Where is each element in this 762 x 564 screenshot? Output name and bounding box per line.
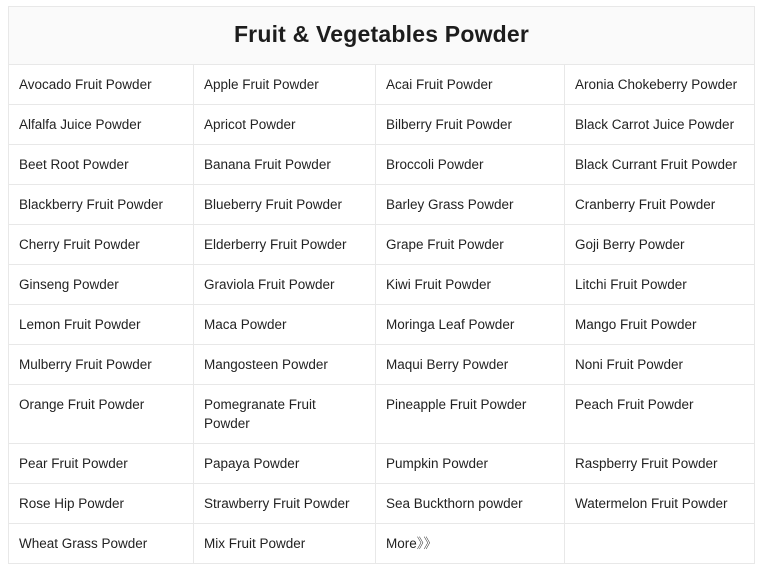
product-name: Mango Fruit Powder <box>575 317 697 332</box>
product-name: Papaya Powder <box>204 456 300 471</box>
more-link: More》》 <box>386 536 438 551</box>
product-cell[interactable] <box>565 185 755 225</box>
product-name: Sea Buckthorn powder <box>386 496 523 511</box>
product-cell[interactable] <box>376 305 565 345</box>
product-cell[interactable] <box>194 225 376 265</box>
product-cell[interactable] <box>9 265 194 305</box>
product-name: Apricot Powder <box>204 117 296 132</box>
product-cell[interactable] <box>9 185 194 225</box>
table-row <box>9 145 755 185</box>
product-name: Pear Fruit Powder <box>19 456 128 471</box>
empty-cell <box>565 524 755 564</box>
product-name: Watermelon Fruit Powder <box>575 496 728 511</box>
product-cell[interactable] <box>565 385 755 444</box>
more-cell[interactable] <box>376 524 565 564</box>
product-name: Peach Fruit Powder <box>575 397 694 412</box>
product-cell[interactable] <box>9 145 194 185</box>
product-cell[interactable] <box>376 265 565 305</box>
product-name: Maqui Berry Powder <box>386 357 509 372</box>
product-cell[interactable] <box>565 345 755 385</box>
product-cell[interactable] <box>9 385 194 444</box>
product-name: Beet Root Powder <box>19 157 129 172</box>
product-cell[interactable] <box>376 444 565 484</box>
product-cell[interactable] <box>194 524 376 564</box>
product-cell[interactable] <box>565 225 755 265</box>
product-name: Ginseng Powder <box>19 277 119 292</box>
product-name: Graviola Fruit Powder <box>204 277 335 292</box>
product-cell[interactable] <box>376 185 565 225</box>
table-row <box>9 105 755 145</box>
product-cell[interactable] <box>376 105 565 145</box>
product-name: Pineapple Fruit Powder <box>386 397 527 412</box>
table-row <box>9 265 755 305</box>
product-cell[interactable] <box>565 65 755 105</box>
product-cell[interactable] <box>194 444 376 484</box>
table-body <box>9 65 755 564</box>
fruit-vegetables-powder-table <box>8 6 755 564</box>
table-row <box>9 385 755 444</box>
product-cell[interactable] <box>376 145 565 185</box>
product-cell[interactable] <box>194 484 376 524</box>
product-name: Bilberry Fruit Powder <box>386 117 513 132</box>
product-name: Mulberry Fruit Powder <box>19 357 152 372</box>
product-cell[interactable] <box>194 345 376 385</box>
product-name: Strawberry Fruit Powder <box>204 496 350 511</box>
product-name: Maca Powder <box>204 317 287 332</box>
product-name: Cranberry Fruit Powder <box>575 197 716 212</box>
product-name: Banana Fruit Powder <box>204 157 331 172</box>
product-name: Mangosteen Powder <box>204 357 328 372</box>
product-cell[interactable] <box>565 444 755 484</box>
product-name: Avocado Fruit Powder <box>19 77 152 92</box>
table-title-row <box>9 7 755 65</box>
product-cell[interactable] <box>194 65 376 105</box>
product-cell[interactable] <box>194 385 376 444</box>
product-name: Moringa Leaf Powder <box>386 317 515 332</box>
product-cell[interactable] <box>565 145 755 185</box>
product-cell[interactable] <box>376 65 565 105</box>
product-cell[interactable] <box>9 105 194 145</box>
product-cell[interactable] <box>194 105 376 145</box>
product-cell[interactable] <box>565 305 755 345</box>
product-name: Cherry Fruit Powder <box>19 237 140 252</box>
product-name: Goji Berry Powder <box>575 237 685 252</box>
product-name: Apple Fruit Powder <box>204 77 319 92</box>
product-cell[interactable] <box>565 265 755 305</box>
product-cell[interactable] <box>565 484 755 524</box>
product-name: Pumpkin Powder <box>386 456 489 471</box>
product-name: Aronia Chokeberry Powder <box>575 77 738 92</box>
product-name: Mix Fruit Powder <box>204 536 306 551</box>
product-cell[interactable] <box>565 105 755 145</box>
product-name: Grape Fruit Powder <box>386 237 504 252</box>
product-cell[interactable] <box>9 524 194 564</box>
table-row <box>9 225 755 265</box>
product-cell[interactable] <box>376 484 565 524</box>
table-row <box>9 305 755 345</box>
product-cell[interactable] <box>9 484 194 524</box>
product-name: Lemon Fruit Powder <box>19 317 141 332</box>
product-name: Kiwi Fruit Powder <box>386 277 492 292</box>
table-row <box>9 444 755 484</box>
product-name: Rose Hip Powder <box>19 496 125 511</box>
product-name: Alfalfa Juice Powder <box>19 117 142 132</box>
product-cell[interactable] <box>9 305 194 345</box>
product-cell[interactable] <box>194 185 376 225</box>
product-cell[interactable] <box>9 225 194 265</box>
product-cell[interactable] <box>9 444 194 484</box>
table-row <box>9 65 755 105</box>
product-name: Orange Fruit Powder <box>19 397 145 412</box>
product-name: Barley Grass Powder <box>386 197 514 212</box>
table-row <box>9 524 755 564</box>
product-name: Broccoli Powder <box>386 157 484 172</box>
product-name: Raspberry Fruit Powder <box>575 456 718 471</box>
page-title: Fruit & Vegetables Powder <box>9 7 755 65</box>
product-cell[interactable] <box>376 225 565 265</box>
product-cell[interactable] <box>194 305 376 345</box>
product-name: Noni Fruit Powder <box>575 357 684 372</box>
product-name: Litchi Fruit Powder <box>575 277 687 292</box>
product-cell[interactable] <box>194 145 376 185</box>
product-cell[interactable] <box>9 345 194 385</box>
product-cell[interactable] <box>9 65 194 105</box>
product-name: Blueberry Fruit Powder <box>204 197 343 212</box>
table-row <box>9 185 755 225</box>
product-name: Elderberry Fruit Powder <box>204 237 347 252</box>
product-name: Pomegranate Fruit Powder <box>204 397 316 431</box>
product-name: Wheat Grass Powder <box>19 536 148 551</box>
product-name: Blackberry Fruit Powder <box>19 197 164 212</box>
table-row <box>9 345 755 385</box>
product-name: Black Carrot Juice Powder <box>575 117 735 132</box>
table-row <box>9 484 755 524</box>
product-name: Acai Fruit Powder <box>386 77 493 92</box>
product-cell[interactable] <box>194 265 376 305</box>
product-name: Black Currant Fruit Powder <box>575 157 738 172</box>
product-cell[interactable] <box>376 385 565 444</box>
product-cell[interactable] <box>376 345 565 385</box>
